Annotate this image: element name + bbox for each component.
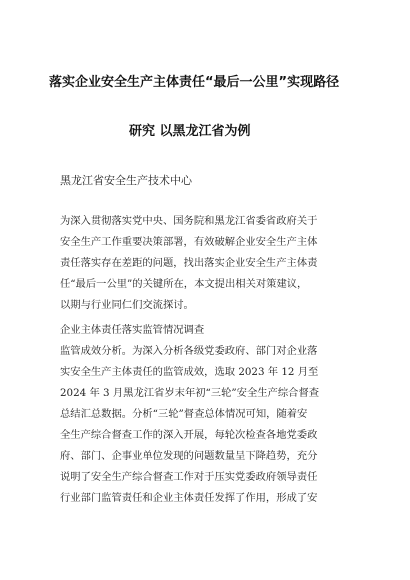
intro-line: 任“最后一公里”的关键所在，本文提出相关对策建议， (60, 278, 308, 290)
body-line: 全生产综合督查工作的深入开展，每轮次检查各地党委政 (60, 429, 318, 441)
supervision-paragraph (60, 341, 351, 509)
body-line: 2024 年 3 月黑龙江省岁末年初“三轮”安全生产综合督查 (60, 387, 320, 399)
section-heading-block (60, 320, 351, 341)
body-line: 监管成效分析。为深入分析各级党委政府、部门对企业落 (60, 345, 318, 357)
intro-line: 以期与行业同仁们交流探讨。 (60, 299, 194, 311)
document-title-line-1: 落实企业安全生产主体责任“最后一公里”实现路径 (49, 75, 340, 90)
intro-line: 安全生产工作重要决策部署，有效破解企业安全生产主体 (60, 236, 318, 248)
section-heading: 企业主体责任落实监管情况调查 (60, 324, 205, 336)
document-title-line-2: 研究 以黑龙江省为例 (129, 124, 251, 139)
intro-paragraph (60, 211, 351, 316)
body-line: 实安全生产主体责任的监管成效，选取 2023 年 12 月至 (60, 366, 319, 378)
intro-line: 责任落实存在差距的问题，找出落实企业安全生产主体责 (60, 257, 318, 269)
body-line: 行业部门监管责任和企业主体责任发挥了作用，形成了安 (60, 492, 318, 504)
author-organization: 黑龙江省安全生产技术中心 (60, 174, 192, 187)
body-line: 府、部门、企事业单位发现的问题数量呈下降趋势，充分 (60, 450, 318, 462)
body-line: 总结汇总数据。分析“三轮”督查总体情况可知，随着安 (60, 408, 308, 420)
body-line: 说明了安全生产综合督查工作对于压实党委政府领导责任 (60, 471, 318, 483)
intro-line: 为深入贯彻落实党中央、国务院和黑龙江省委省政府关于 (60, 215, 318, 227)
